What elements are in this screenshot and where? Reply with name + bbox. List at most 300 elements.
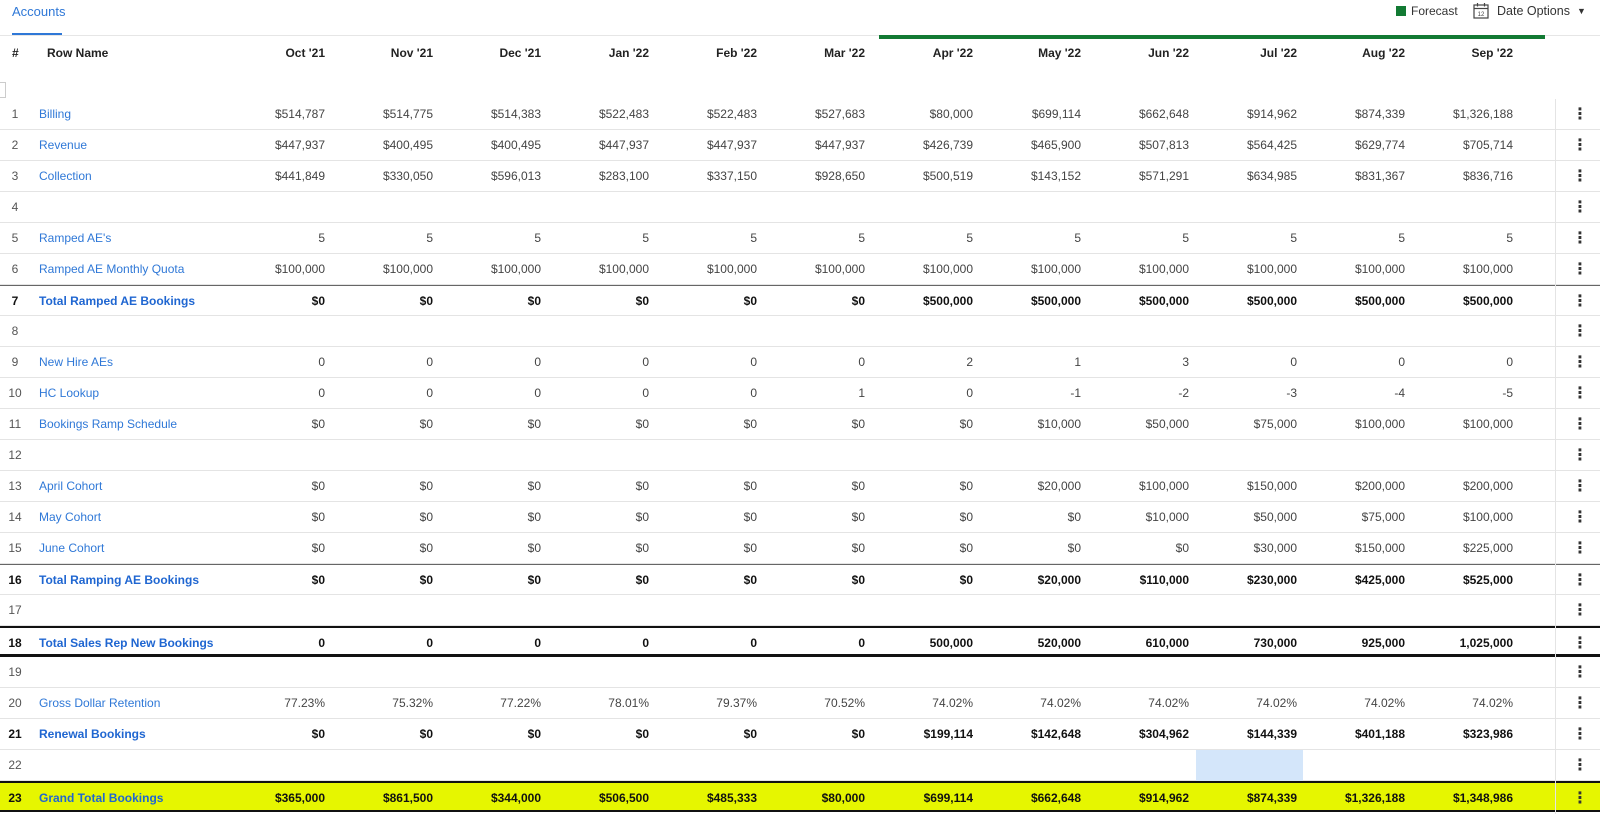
value-cell[interactable]: $330,050	[382, 169, 433, 183]
table-row[interactable]	[0, 316, 1600, 347]
value-cell[interactable]: $0	[1067, 510, 1081, 524]
value-cell[interactable]	[225, 657, 325, 688]
value-cell[interactable]: $344,000	[490, 791, 541, 805]
value-cell[interactable]	[225, 316, 325, 347]
row-name-link[interactable]: Bookings Ramp Schedule	[39, 417, 178, 431]
value-cell[interactable]: $1,326,188	[1344, 791, 1405, 805]
value-cell[interactable]: 0	[426, 355, 433, 369]
value-cell[interactable]: $0	[527, 541, 541, 555]
value-cell[interactable]: $500,000	[1246, 294, 1297, 308]
value-cell[interactable]: 5	[1182, 231, 1189, 245]
row-name-link[interactable]: Renewal Bookings	[39, 727, 146, 741]
value-cell[interactable]	[549, 440, 649, 471]
value-cell[interactable]: $100,000	[1462, 417, 1513, 431]
table-row[interactable]	[0, 781, 1600, 812]
value-cell[interactable]: $0	[419, 510, 433, 524]
value-cell[interactable]: 0	[534, 386, 541, 400]
value-cell[interactable]: $323,986	[1462, 727, 1513, 741]
value-cell[interactable]	[225, 750, 325, 781]
value-cell[interactable]: $0	[743, 727, 757, 741]
value-cell[interactable]: $230,000	[1246, 573, 1297, 587]
value-cell[interactable]: $142,648	[1030, 727, 1081, 741]
value-cell[interactable]: 0	[534, 355, 541, 369]
value-cell[interactable]: $80,000	[929, 107, 973, 121]
row-menu-icon[interactable]: ⋮	[1572, 106, 1588, 123]
value-cell[interactable]	[765, 657, 865, 688]
row-name-link[interactable]: Collection	[39, 169, 92, 183]
value-cell[interactable]	[1305, 750, 1405, 781]
value-cell[interactable]	[225, 595, 325, 626]
value-cell[interactable]: $447,937	[706, 138, 757, 152]
value-cell[interactable]: 1	[1074, 355, 1081, 369]
value-cell[interactable]: $100,000	[814, 262, 865, 276]
value-cell[interactable]	[549, 595, 649, 626]
value-cell[interactable]	[1089, 657, 1189, 688]
value-cell[interactable]: $0	[959, 541, 973, 555]
value-cell[interactable]	[1089, 595, 1189, 626]
value-cell[interactable]: $0	[743, 510, 757, 524]
value-cell[interactable]	[441, 192, 541, 223]
value-cell[interactable]	[333, 750, 433, 781]
value-cell[interactable]: $500,000	[1462, 294, 1513, 308]
value-cell[interactable]	[765, 440, 865, 471]
value-cell[interactable]: $10,000	[1037, 417, 1081, 431]
value-cell[interactable]: -4	[1394, 386, 1405, 400]
row-name-link[interactable]: Total Ramped AE Bookings	[39, 294, 196, 308]
value-cell[interactable]: 5	[1398, 231, 1405, 245]
value-cell[interactable]: 74.02%	[1472, 696, 1513, 710]
value-cell[interactable]: $0	[1067, 541, 1081, 555]
value-cell[interactable]	[657, 657, 757, 688]
table-row[interactable]	[0, 471, 1600, 502]
row-name-link[interactable]: New Hire AEs	[39, 355, 114, 369]
value-cell[interactable]: $662,648	[1138, 107, 1189, 121]
value-cell[interactable]: $0	[851, 510, 865, 524]
value-cell[interactable]: $0	[311, 294, 325, 308]
value-cell[interactable]	[657, 316, 757, 347]
value-cell[interactable]: $662,648	[1030, 791, 1081, 805]
value-cell[interactable]: 74.02%	[1256, 696, 1297, 710]
value-cell[interactable]: $500,000	[1354, 294, 1405, 308]
row-menu-icon[interactable]: ⋮	[1572, 447, 1588, 464]
value-cell[interactable]: $0	[635, 541, 649, 555]
value-cell[interactable]: 75.32%	[392, 696, 433, 710]
value-cell[interactable]	[1089, 316, 1189, 347]
value-cell[interactable]: $400,495	[382, 138, 433, 152]
row-name-link[interactable]: Total Sales Rep New Bookings	[39, 636, 214, 650]
value-cell[interactable]: $861,500	[382, 791, 433, 805]
value-cell[interactable]: $100,000	[1462, 262, 1513, 276]
value-cell[interactable]: $150,000	[1354, 541, 1405, 555]
row-name-link[interactable]: Ramped AE Monthly Quota	[39, 262, 185, 276]
value-cell[interactable]: 70.52%	[824, 696, 865, 710]
row-name-link[interactable]: HC Lookup	[39, 386, 100, 400]
value-cell[interactable]	[1413, 316, 1513, 347]
value-cell[interactable]: 2	[966, 355, 973, 369]
value-cell[interactable]: $0	[419, 541, 433, 555]
value-cell[interactable]: $0	[1175, 541, 1189, 555]
table-row[interactable]	[0, 378, 1600, 409]
value-cell[interactable]: $425,000	[1354, 573, 1405, 587]
value-cell[interactable]	[981, 316, 1081, 347]
row-menu-icon[interactable]: ⋮	[1572, 323, 1588, 340]
table-row[interactable]	[0, 409, 1600, 440]
value-cell[interactable]: $0	[527, 573, 541, 587]
value-cell[interactable]	[1413, 595, 1513, 626]
value-cell[interactable]: 0	[1398, 355, 1405, 369]
value-cell[interactable]: $705,714	[1462, 138, 1513, 152]
value-cell[interactable]: $426,739	[922, 138, 973, 152]
value-cell[interactable]: -3	[1286, 386, 1297, 400]
value-cell[interactable]: 5	[1074, 231, 1081, 245]
value-cell[interactable]	[441, 316, 541, 347]
value-cell[interactable]: 610,000	[1145, 636, 1189, 650]
value-cell[interactable]: $0	[959, 510, 973, 524]
row-menu-icon[interactable]: ⋮	[1572, 540, 1588, 557]
row-menu-icon[interactable]: ⋮	[1572, 230, 1588, 247]
value-cell[interactable]: $75,000	[1361, 510, 1405, 524]
value-cell[interactable]: $100,000	[1354, 417, 1405, 431]
value-cell[interactable]	[441, 440, 541, 471]
row-menu-icon[interactable]: ⋮	[1572, 199, 1588, 216]
value-cell[interactable]: $928,650	[814, 169, 865, 183]
value-cell[interactable]: $447,937	[598, 138, 649, 152]
value-cell[interactable]: $514,787	[274, 107, 325, 121]
value-cell[interactable]: $0	[635, 510, 649, 524]
value-cell[interactable]	[225, 440, 325, 471]
value-cell[interactable]: $20,000	[1037, 573, 1081, 587]
row-menu-icon[interactable]: ⋮	[1572, 168, 1588, 185]
value-cell[interactable]: $80,000	[821, 791, 865, 805]
value-cell[interactable]: 5	[534, 231, 541, 245]
value-cell[interactable]	[549, 657, 649, 688]
value-cell[interactable]	[333, 440, 433, 471]
value-cell[interactable]: $0	[959, 573, 973, 587]
value-cell[interactable]	[981, 192, 1081, 223]
value-cell[interactable]: $100,000	[922, 262, 973, 276]
value-cell[interactable]: $447,937	[814, 138, 865, 152]
value-cell[interactable]	[657, 595, 757, 626]
value-cell[interactable]	[1197, 440, 1297, 471]
value-cell[interactable]: 925,000	[1361, 636, 1405, 650]
value-cell[interactable]: $50,000	[1253, 510, 1297, 524]
value-cell[interactable]	[333, 595, 433, 626]
value-cell[interactable]: $596,013	[490, 169, 541, 183]
value-cell[interactable]: $0	[851, 294, 865, 308]
row-name-link[interactable]: June Cohort	[39, 541, 105, 555]
value-cell[interactable]	[441, 595, 541, 626]
value-cell[interactable]: 0	[750, 636, 757, 650]
row-menu-icon[interactable]: ⋮	[1572, 757, 1588, 774]
row-menu-icon[interactable]: ⋮	[1572, 602, 1588, 619]
value-cell[interactable]	[657, 750, 757, 781]
value-cell[interactable]: $100,000	[274, 262, 325, 276]
row-menu-icon[interactable]: ⋮	[1572, 385, 1588, 402]
value-cell[interactable]: -5	[1502, 386, 1513, 400]
value-cell[interactable]: 0	[534, 636, 541, 650]
value-cell[interactable]	[873, 750, 973, 781]
value-cell[interactable]	[549, 750, 649, 781]
table-row[interactable]	[0, 626, 1600, 657]
value-cell[interactable]	[873, 440, 973, 471]
table-row[interactable]	[0, 440, 1600, 471]
value-cell[interactable]	[1305, 595, 1405, 626]
value-cell[interactable]: 0	[966, 386, 973, 400]
value-cell[interactable]: $634,985	[1246, 169, 1297, 183]
value-cell[interactable]: $527,683	[814, 107, 865, 121]
row-menu-icon[interactable]: ⋮	[1572, 416, 1588, 433]
value-cell[interactable]: $629,774	[1354, 138, 1405, 152]
value-cell[interactable]	[765, 595, 865, 626]
value-cell[interactable]: $143,152	[1030, 169, 1081, 183]
row-menu-icon[interactable]: ⋮	[1572, 635, 1588, 652]
value-cell[interactable]: $0	[311, 541, 325, 555]
value-cell[interactable]: $0	[311, 510, 325, 524]
value-cell[interactable]	[1413, 657, 1513, 688]
row-menu-icon[interactable]: ⋮	[1572, 354, 1588, 371]
value-cell[interactable]: $100,000	[1138, 262, 1189, 276]
value-cell[interactable]	[441, 657, 541, 688]
value-cell[interactable]: $0	[743, 294, 757, 308]
value-cell[interactable]	[1197, 595, 1297, 626]
value-cell[interactable]	[1197, 316, 1297, 347]
value-cell[interactable]	[549, 192, 649, 223]
value-cell[interactable]: 0	[642, 636, 649, 650]
value-cell[interactable]: $20,000	[1037, 479, 1081, 493]
value-cell[interactable]: $100,000	[1030, 262, 1081, 276]
value-cell[interactable]: $514,383	[490, 107, 541, 121]
value-cell[interactable]: $100,000	[1246, 262, 1297, 276]
value-cell[interactable]: $0	[635, 727, 649, 741]
value-cell[interactable]: $0	[851, 573, 865, 587]
value-cell[interactable]: $447,937	[274, 138, 325, 152]
value-cell[interactable]: $0	[743, 417, 757, 431]
value-cell[interactable]: 0	[642, 355, 649, 369]
value-cell[interactable]: $400,495	[490, 138, 541, 152]
value-cell[interactable]: $1,326,188	[1452, 107, 1513, 121]
value-cell[interactable]: 520,000	[1037, 636, 1081, 650]
value-cell[interactable]	[1305, 316, 1405, 347]
tab-accounts[interactable]: Accounts	[12, 4, 66, 19]
row-menu-icon[interactable]: ⋮	[1572, 726, 1588, 743]
value-cell[interactable]	[981, 595, 1081, 626]
value-cell[interactable]: 5	[318, 231, 325, 245]
value-cell[interactable]: $283,100	[598, 169, 649, 183]
value-cell[interactable]: 1,025,000	[1459, 636, 1513, 650]
table-row[interactable]	[0, 192, 1600, 223]
value-cell[interactable]: $144,339	[1246, 727, 1297, 741]
row-menu-icon[interactable]: ⋮	[1572, 137, 1588, 154]
value-cell[interactable]: 3	[1182, 355, 1189, 369]
value-cell[interactable]: 0	[318, 386, 325, 400]
value-cell[interactable]: $506,500	[598, 791, 649, 805]
value-cell[interactable]: 0	[426, 636, 433, 650]
value-cell[interactable]: 0	[426, 386, 433, 400]
value-cell[interactable]: $914,962	[1246, 107, 1297, 121]
value-cell[interactable]: $1,348,986	[1452, 791, 1513, 805]
value-cell[interactable]: $100,000	[1462, 510, 1513, 524]
table-row[interactable]	[0, 657, 1600, 688]
collapse-handle[interactable]	[0, 82, 6, 98]
value-cell[interactable]	[441, 750, 541, 781]
row-menu-icon[interactable]: ⋮	[1572, 293, 1588, 310]
value-cell[interactable]: $0	[419, 479, 433, 493]
row-name-link[interactable]: Total Ramping AE Bookings	[39, 573, 200, 587]
value-cell[interactable]	[225, 192, 325, 223]
value-cell[interactable]: $874,339	[1354, 107, 1405, 121]
value-cell[interactable]: $0	[527, 479, 541, 493]
row-menu-icon[interactable]: ⋮	[1572, 695, 1588, 712]
value-cell[interactable]: $0	[959, 479, 973, 493]
value-cell[interactable]: 0	[318, 636, 325, 650]
value-cell[interactable]: $874,339	[1246, 791, 1297, 805]
value-cell[interactable]: $914,962	[1138, 791, 1189, 805]
value-cell[interactable]: $0	[851, 479, 865, 493]
value-cell[interactable]: $0	[527, 294, 541, 308]
value-cell[interactable]	[765, 192, 865, 223]
row-menu-icon[interactable]: ⋮	[1572, 664, 1588, 681]
row-name-link[interactable]: Billing	[39, 107, 72, 121]
value-cell[interactable]: 0	[858, 636, 865, 650]
value-cell[interactable]	[1413, 192, 1513, 223]
value-cell[interactable]: 5	[858, 231, 865, 245]
value-cell[interactable]: $699,114	[1031, 107, 1081, 121]
value-cell[interactable]: $0	[311, 479, 325, 493]
table-row[interactable]	[0, 223, 1600, 254]
value-cell[interactable]: $0	[743, 573, 757, 587]
row-name-link[interactable]: April Cohort	[39, 479, 103, 493]
value-cell[interactable]: $401,188	[1354, 727, 1405, 741]
table-row[interactable]	[0, 254, 1600, 285]
value-cell[interactable]	[873, 657, 973, 688]
value-cell[interactable]: $100,000	[1354, 262, 1405, 276]
value-cell[interactable]: $337,150	[706, 169, 757, 183]
value-cell[interactable]: 77.23%	[284, 696, 325, 710]
value-cell[interactable]: $75,000	[1253, 417, 1297, 431]
value-cell[interactable]: 5	[1506, 231, 1513, 245]
table-row[interactable]	[0, 719, 1600, 750]
value-cell[interactable]: $564,425	[1246, 138, 1297, 152]
value-cell[interactable]: $50,000	[1145, 417, 1189, 431]
value-cell[interactable]: $0	[527, 727, 541, 741]
value-cell[interactable]: $150,000	[1246, 479, 1297, 493]
value-cell[interactable]: $0	[851, 417, 865, 431]
value-cell[interactable]	[657, 192, 757, 223]
value-cell[interactable]: $0	[527, 510, 541, 524]
value-cell[interactable]	[981, 657, 1081, 688]
value-cell[interactable]: $507,813	[1138, 138, 1189, 152]
value-cell[interactable]: $100,000	[382, 262, 433, 276]
value-cell[interactable]	[1413, 750, 1513, 781]
value-cell[interactable]	[981, 440, 1081, 471]
value-cell[interactable]: $100,000	[490, 262, 541, 276]
value-cell[interactable]: 500,000	[929, 636, 973, 650]
value-cell[interactable]: 79.37%	[716, 696, 757, 710]
value-cell[interactable]: 74.02%	[1148, 696, 1189, 710]
table-row[interactable]	[0, 533, 1600, 564]
value-cell[interactable]: $200,000	[1462, 479, 1513, 493]
value-cell[interactable]: 5	[966, 231, 973, 245]
value-cell[interactable]: 0	[1290, 355, 1297, 369]
value-cell[interactable]	[333, 657, 433, 688]
value-cell[interactable]	[1089, 192, 1189, 223]
value-cell[interactable]: $0	[419, 573, 433, 587]
value-cell[interactable]: -2	[1178, 386, 1189, 400]
value-cell[interactable]	[657, 440, 757, 471]
table-row[interactable]	[0, 564, 1600, 595]
value-cell[interactable]: 0	[750, 386, 757, 400]
value-cell[interactable]: $100,000	[1138, 479, 1189, 493]
value-cell[interactable]: 0	[750, 355, 757, 369]
value-cell[interactable]: $0	[959, 417, 973, 431]
value-cell[interactable]	[1089, 750, 1189, 781]
value-cell[interactable]: 5	[750, 231, 757, 245]
table-row[interactable]	[0, 502, 1600, 533]
value-cell[interactable]: $441,849	[274, 169, 325, 183]
row-menu-icon[interactable]: ⋮	[1572, 478, 1588, 495]
value-cell[interactable]: $0	[419, 727, 433, 741]
value-cell[interactable]: $699,114	[923, 791, 973, 805]
value-cell[interactable]: $0	[743, 479, 757, 493]
value-cell[interactable]: $571,291	[1138, 169, 1189, 183]
value-cell[interactable]: 0	[642, 386, 649, 400]
value-cell[interactable]	[1197, 657, 1297, 688]
value-cell[interactable]	[333, 316, 433, 347]
value-cell[interactable]: 0	[318, 355, 325, 369]
value-cell[interactable]: 730,000	[1253, 636, 1297, 650]
value-cell[interactable]: $500,000	[1138, 294, 1189, 308]
value-cell[interactable]: $200,000	[1354, 479, 1405, 493]
value-cell[interactable]	[765, 316, 865, 347]
value-cell[interactable]: 74.02%	[1040, 696, 1081, 710]
value-cell[interactable]: $0	[311, 573, 325, 587]
value-cell[interactable]: 78.01%	[608, 696, 649, 710]
value-cell[interactable]: $500,519	[922, 169, 973, 183]
value-cell[interactable]	[1305, 192, 1405, 223]
value-cell[interactable]	[333, 192, 433, 223]
value-cell[interactable]: 0	[858, 355, 865, 369]
value-cell[interactable]: $110,000	[1139, 573, 1189, 587]
value-cell[interactable]	[873, 316, 973, 347]
value-cell[interactable]: $0	[851, 541, 865, 555]
value-cell[interactable]	[873, 192, 973, 223]
value-cell[interactable]: $831,367	[1354, 169, 1405, 183]
value-cell[interactable]: $0	[419, 417, 433, 431]
value-cell[interactable]	[873, 595, 973, 626]
value-cell[interactable]: $0	[851, 727, 865, 741]
row-menu-icon[interactable]: ⋮	[1572, 509, 1588, 526]
value-cell[interactable]	[765, 750, 865, 781]
row-menu-icon[interactable]: ⋮	[1572, 261, 1588, 278]
row-name-link[interactable]: Gross Dollar Retention	[39, 696, 161, 710]
row-menu-icon[interactable]: ⋮	[1572, 790, 1588, 807]
table-row[interactable]	[0, 688, 1600, 719]
value-cell[interactable]	[1305, 657, 1405, 688]
table-row[interactable]	[0, 130, 1600, 161]
value-cell[interactable]: $500,000	[1030, 294, 1081, 308]
table-row[interactable]	[0, 285, 1600, 316]
value-cell[interactable]: $836,716	[1462, 169, 1513, 183]
row-name-link[interactable]: Grand Total Bookings	[39, 791, 164, 805]
value-cell[interactable]	[1197, 192, 1297, 223]
row-name-link[interactable]: May Cohort	[39, 510, 102, 524]
value-cell[interactable]: $0	[743, 541, 757, 555]
value-cell[interactable]	[549, 316, 649, 347]
value-cell[interactable]: 1	[858, 386, 865, 400]
value-cell[interactable]: $304,962	[1138, 727, 1189, 741]
value-cell[interactable]: 74.02%	[1364, 696, 1405, 710]
value-cell[interactable]: $199,114	[923, 727, 973, 741]
